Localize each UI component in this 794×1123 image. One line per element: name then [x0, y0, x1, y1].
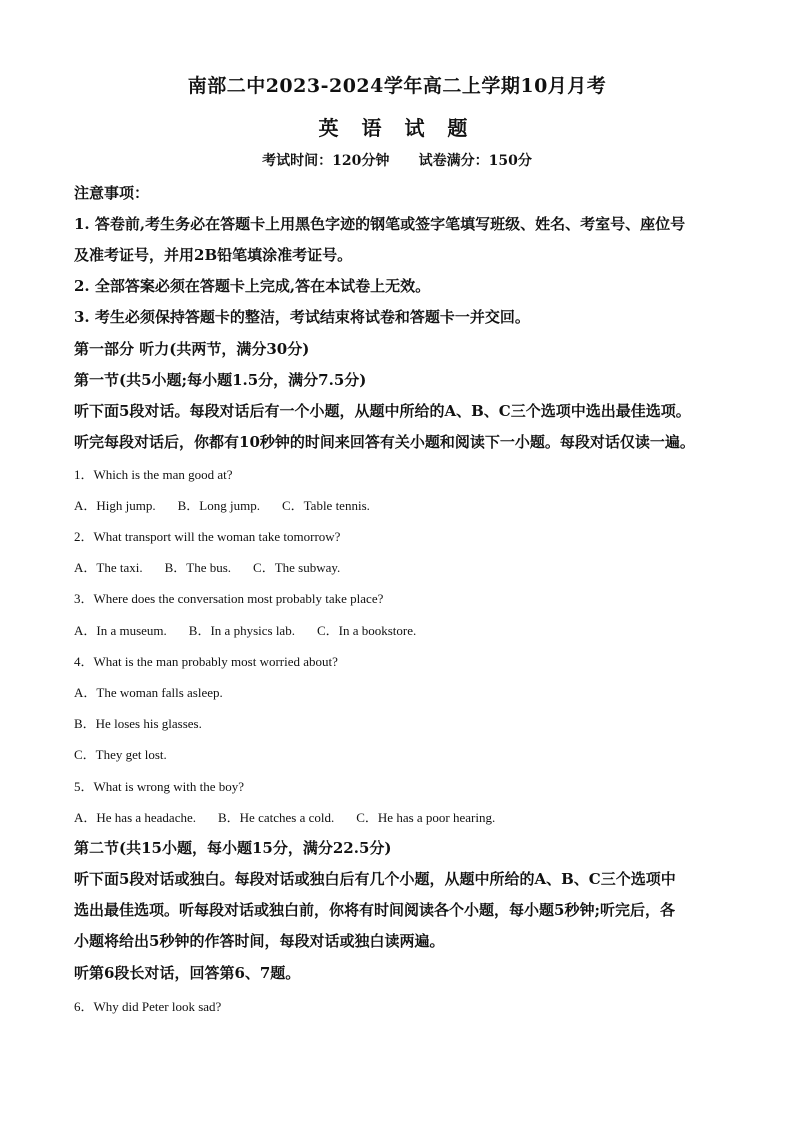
- section2-instructions-cont-2: 小题将给出5秒钟的作答时间，每段对话或独白读两遍。: [74, 932, 445, 950]
- part1-heading: 第一部分 听力(共两节，满分30分): [74, 340, 310, 358]
- option-c: C．In a bookstore.: [316, 623, 417, 638]
- option-a: A．In a museum.: [74, 623, 167, 638]
- exam-title: 南部二中2023-2024学年高二上学期10月月考: [187, 75, 607, 97]
- section1-heading: 第一节(共5小题;每小题1.5分，满分7.5分): [74, 371, 367, 389]
- question-4: 4．What is the man probably most worried about?: [74, 654, 338, 669]
- option-c: C．The subway.: [253, 560, 341, 575]
- option-b: B．Long jump.: [177, 498, 260, 513]
- notice-item-2: 2. 全部答案必须在答题卡上完成,答在本试卷上无效。: [74, 277, 431, 295]
- question-2: 2．What transport will the woman take tomorrow?: [74, 529, 341, 544]
- question-6: 6．Why did Peter look sad?: [74, 999, 222, 1014]
- notice-heading: 注意事项：: [74, 184, 150, 202]
- question-4-option-a: A．The woman falls asleep.: [74, 685, 223, 700]
- question-5: 5．What is wrong with the boy?: [74, 779, 245, 794]
- option-b: B．The bus.: [164, 560, 232, 575]
- question-1: 1．Which is the man good at?: [74, 467, 233, 482]
- dialogue-6-heading: 听第6段长对话，回答第6、7题。: [74, 964, 301, 982]
- question-1-options: [74, 495, 734, 514]
- section2-heading: 第二节(共15小题，每小题15分，满分22.5分): [74, 839, 392, 857]
- section2-instructions: 听下面5段对话或独白。每段对话或独白后有几个小题，从题中所给的A、B、C三个选项中: [74, 870, 676, 888]
- notice-item-1: 1. 答卷前,考生务必在答题卡上用黑色字迹的钢笔或签字笔填写班级、姓名、考室号、座位号: [74, 215, 686, 233]
- option-a: A．The taxi.: [74, 560, 143, 575]
- option-a: A．High jump.: [74, 498, 156, 513]
- notice-item-1-cont: 及准考证号，并用2B铅笔填涂准考证号。: [74, 246, 353, 264]
- option-a: A．He has a headache.: [74, 810, 196, 825]
- section1-instructions-cont: 听完每段对话后，你都有10秒钟的时间来回答有关小题和阅读下一小题。每段对话仅读一遍。: [74, 433, 695, 451]
- exam-meta: 考试时间：120分钟 试卷满分：150分: [262, 153, 532, 169]
- question-3-options: [74, 620, 734, 639]
- option-c: C．He has a poor hearing.: [356, 810, 496, 825]
- option-b: B．He catches a cold.: [218, 810, 335, 825]
- section1-instructions: 听下面5段对话。每段对话后有一个小题，从题中所给的A、B、C三个选项中选出最佳选项。: [74, 402, 691, 420]
- question-3: 3．Where does the conversation most probably take place?: [74, 591, 384, 606]
- question-4-option-b: B．He loses his glasses.: [74, 716, 202, 731]
- question-4-option-c: C．They get lost.: [74, 747, 167, 762]
- notice-item-3: 3. 考生必须保持答题卡的整洁，考试结束将试卷和答题卡一并交回。: [74, 308, 530, 326]
- question-2-options: [74, 557, 734, 576]
- option-c: C．Table tennis.: [281, 498, 370, 513]
- exam-subtitle: 英 语 试 题: [318, 116, 476, 140]
- option-b: B．In a physics lab.: [188, 623, 295, 638]
- question-5-options: [74, 807, 734, 826]
- section2-instructions-cont-1: 选出最佳选项。听每段对话或独白前，你将有时间阅读各个小题，每小题5秒钟;听完后，各: [74, 901, 675, 919]
